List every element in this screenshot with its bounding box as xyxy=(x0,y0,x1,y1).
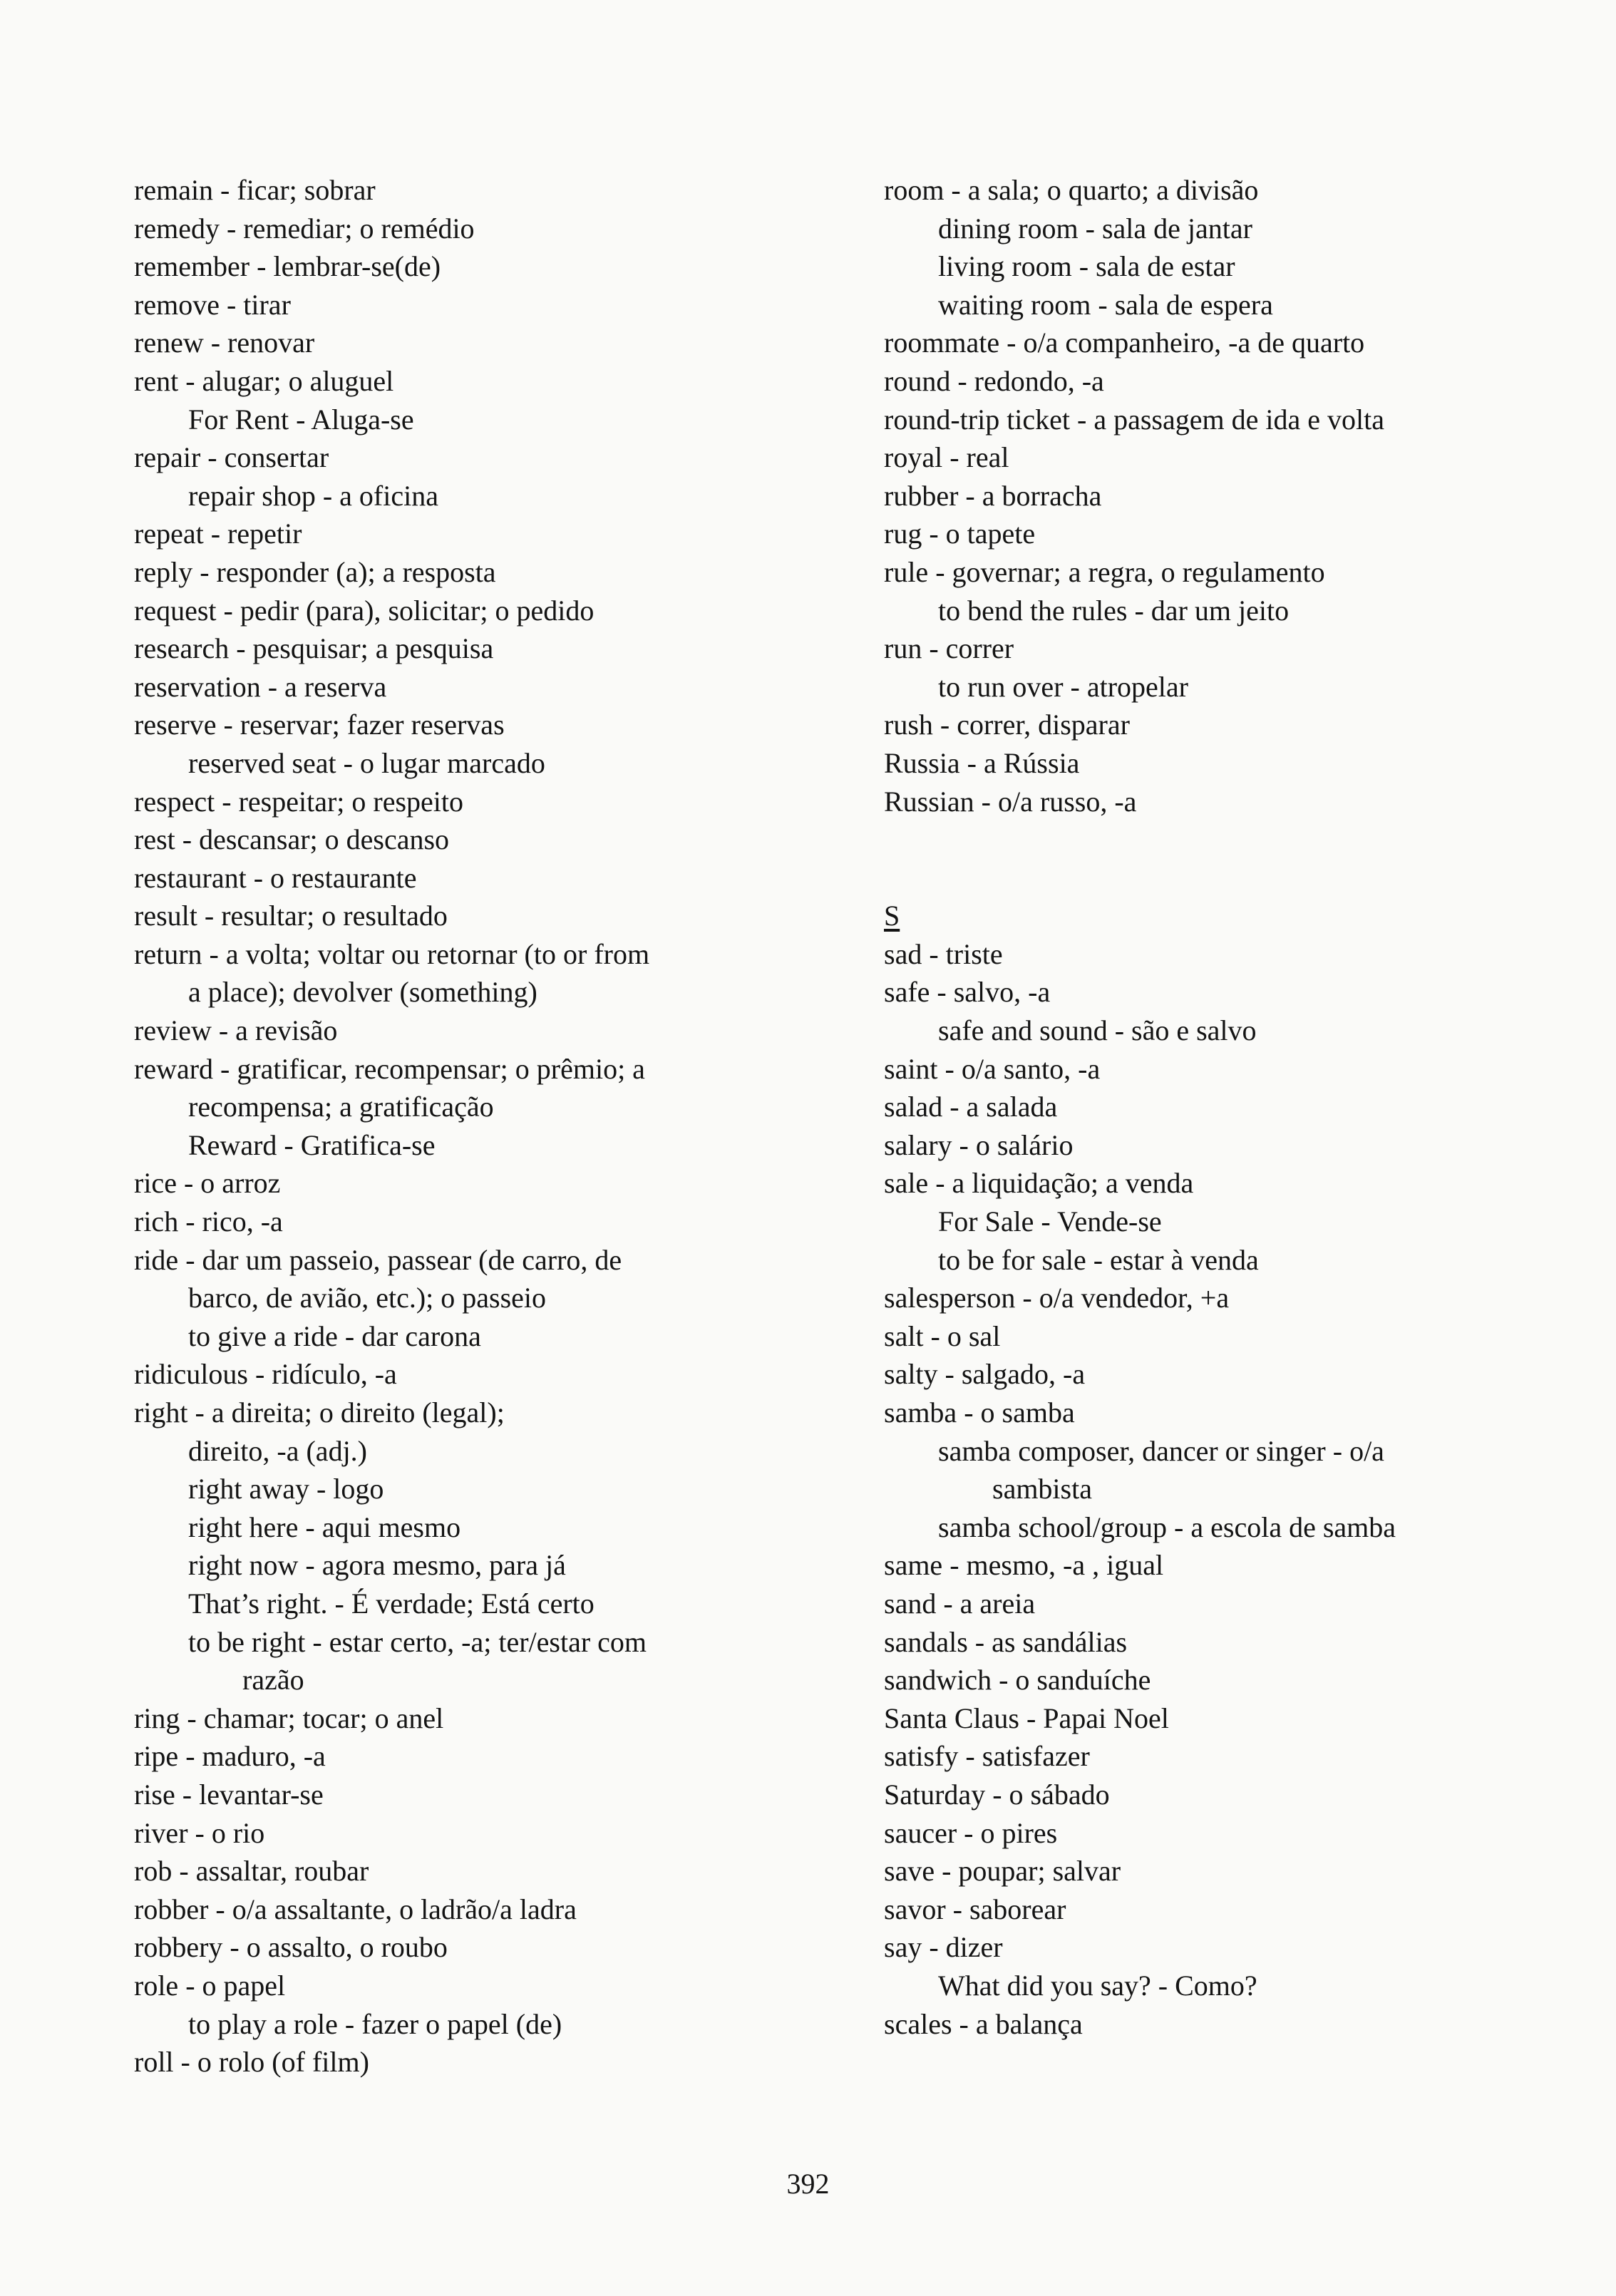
dictionary-entry: rule - governar; a regra, o regulamento xyxy=(884,555,1325,588)
dictionary-entry: research - pesquisar; a pesquisa xyxy=(134,632,494,665)
dictionary-entry: reservation - a reserva xyxy=(134,670,387,703)
sub-entry: recompensa; a gratificação xyxy=(188,1091,494,1123)
dictionary-entry: ring - chamar; tocar; o anel xyxy=(134,1702,444,1734)
sub-entry: waiting room - sala de espera xyxy=(938,288,1273,321)
dictionary-entry: savor - saborear xyxy=(884,1893,1066,1925)
sub-entry: to bend the rules - dar um jeito xyxy=(938,594,1290,627)
dictionary-entry: say - dizer xyxy=(884,1931,1003,1964)
sub-entry: samba school/group - a escola de samba xyxy=(938,1510,1396,1543)
sub-entry: to give a ride - dar carona xyxy=(188,1319,481,1352)
sub-entry: razão xyxy=(242,1664,304,1697)
sub-entry: direito, -a (adj.) xyxy=(188,1434,367,1467)
dictionary-entry: review - a revisão xyxy=(134,1014,338,1047)
dictionary-entry: renew - renovar xyxy=(134,326,315,359)
sub-entry: safe and sound - são e salvo xyxy=(938,1014,1257,1047)
dictionary-entry: rice - o arroz xyxy=(134,1167,281,1200)
dictionary-entry: repeat - repetir xyxy=(134,518,302,550)
dictionary-entry: round - redondo, -a xyxy=(884,364,1104,397)
dictionary-entry: sad - triste xyxy=(884,937,1003,970)
dictionary-entry xyxy=(884,820,1568,859)
dictionary-entry: remember - lembrar-se(de) xyxy=(134,250,441,283)
dictionary-entry: sandals - as sandálias xyxy=(884,1625,1128,1658)
dictionary-entry: rob - assaltar, roubar xyxy=(134,1855,369,1888)
dictionary-entry: remain - ficar; sobrar xyxy=(134,174,376,206)
sub-entry: to be right - estar certo, -a; ter/estar com xyxy=(188,1625,647,1658)
page-number: 392 xyxy=(786,2168,830,2200)
dictionary-entry: repair - consertar xyxy=(134,441,329,474)
right-column xyxy=(884,171,1568,2043)
dictionary-entry: rug - o tapete xyxy=(884,518,1036,550)
dictionary-entry: room - a sala; o quarto; a divisão xyxy=(884,174,1259,206)
sub-entry: For Sale - Vende-se xyxy=(938,1205,1162,1238)
dictionary-entry: sand - a areia xyxy=(884,1587,1036,1620)
section-heading: S xyxy=(884,900,900,932)
dictionary-entry: saucer - o pires xyxy=(884,1816,1058,1849)
dictionary-entry: round-trip ticket - a passagem de ida e volta xyxy=(884,403,1384,436)
sub-entry: living room - sala de estar xyxy=(938,250,1235,283)
dictionary-entry: salt - o sal xyxy=(884,1319,1001,1352)
dictionary-entry: return - a volta; voltar ou retornar (to or from xyxy=(134,937,650,970)
sub-entry: sambista xyxy=(992,1473,1092,1505)
sub-entry: a place); devolver (something) xyxy=(188,976,537,1009)
sub-entry: to run over - atropelar xyxy=(938,670,1188,703)
sub-entry: barco, de avião, etc.); o passeio xyxy=(188,1282,547,1314)
dictionary-entry: Russian - o/a russo, -a xyxy=(884,785,1137,818)
dictionary-entry: scales - a balança xyxy=(884,2007,1083,2040)
dictionary-entry: ridiculous - ridículo, -a xyxy=(134,1358,397,1391)
sub-entry: That’s right. - É verdade; Está certo xyxy=(188,1587,595,1620)
sub-entry: What did you say? - Como? xyxy=(938,1969,1257,2002)
dictionary-entry: Santa Claus - Papai Noel xyxy=(884,1702,1169,1734)
dictionary-entry: royal - real xyxy=(884,441,1009,474)
dictionary-entry: river - o rio xyxy=(134,1816,265,1849)
dictionary-entry: right - a direita; o direito (legal); xyxy=(134,1396,505,1428)
dictionary-entry: robbery - o assalto, o roubo xyxy=(134,1931,448,1964)
sub-entry: right now - agora mesmo, para já xyxy=(188,1549,566,1582)
dictionary-entry: remove - tirar xyxy=(134,288,291,321)
dictionary-entry: save - poupar; salvar xyxy=(884,1855,1121,1888)
dictionary-entry: rush - correr, disparar xyxy=(884,709,1130,741)
sub-entry: to be for sale - estar à venda xyxy=(938,1243,1259,1276)
dictionary-entry: ride - dar um passeio, passear (de carro, de xyxy=(134,1243,622,1276)
dictionary-entry: rubber - a borracha xyxy=(884,479,1102,512)
dictionary-entry: same - mesmo, -a , igual xyxy=(884,1549,1164,1582)
dictionary-entry: rise - levantar-se xyxy=(134,1778,324,1811)
sub-entry: reserved seat - o lugar marcado xyxy=(188,746,545,779)
dictionary-entry: sale - a liquidação; a venda xyxy=(884,1167,1194,1200)
dictionary-entry: rich - rico, -a xyxy=(134,1205,283,1238)
dictionary-entry: request - pedir (para), solicitar; o pedido xyxy=(134,594,595,627)
dictionary-entry: run - correr xyxy=(884,632,1014,665)
dictionary-entry: roommate - o/a companheiro, -a de quarto xyxy=(884,326,1365,359)
sub-entry: Reward - Gratifica-se xyxy=(188,1128,436,1161)
dictionary-entry: restaurant - o restaurante xyxy=(134,861,417,894)
dictionary-entry: reward - gratificar, recompensar; o prêmio; a xyxy=(134,1052,645,1085)
dictionary-entry: safe - salvo, -a xyxy=(884,976,1051,1009)
dictionary-entry: salty - salgado, -a xyxy=(884,1358,1086,1391)
dictionary-entry: saint - o/a santo, -a xyxy=(884,1052,1101,1085)
dictionary-entry: rest - descansar; o descanso xyxy=(134,823,450,856)
sub-entry: samba composer, dancer or singer - o/a xyxy=(938,1434,1384,1467)
sub-entry: repair shop - a oficina xyxy=(188,479,438,512)
sub-entry: For Rent - Aluga-se xyxy=(188,403,414,436)
sub-entry: right here - aqui mesmo xyxy=(188,1510,461,1543)
dictionary-entry: sandwich - o sanduíche xyxy=(884,1664,1151,1697)
dictionary-entry: robber - o/a assaltante, o ladrão/a ladra xyxy=(134,1893,577,1925)
dictionary-entry: result - resultar; o resultado xyxy=(134,900,448,932)
left-column xyxy=(134,171,854,2081)
dictionary-entry: rent - alugar; o aluguel xyxy=(134,364,394,397)
dictionary-entry: salary - o salário xyxy=(884,1128,1074,1161)
dictionary-entry: salad - a salada xyxy=(884,1091,1058,1123)
dictionary-entry: roll - o rolo (of film) xyxy=(134,2046,369,2079)
dictionary-entry: Russia - a Rússia xyxy=(884,746,1080,779)
sub-entry: right away - logo xyxy=(188,1473,384,1505)
dictionary-entry: reply - responder (a); a resposta xyxy=(134,555,496,588)
dictionary-entry: reserve - reservar; fazer reservas xyxy=(134,709,505,741)
dictionary-entry: satisfy - satisfazer xyxy=(884,1740,1090,1773)
dictionary-entry: remedy - remediar; o remédio xyxy=(134,212,475,244)
dictionary-entry: ripe - maduro, -a xyxy=(134,1740,326,1773)
dictionary-entry: respect - respeitar; o respeito xyxy=(134,785,464,818)
dictionary-entry xyxy=(884,859,1568,897)
dictionary-entry: salesperson - o/a vendedor, +a xyxy=(884,1282,1230,1314)
dictionary-entry: samba - o samba xyxy=(884,1396,1075,1428)
sub-entry: dining room - sala de jantar xyxy=(938,212,1252,244)
dictionary-entry: role - o papel xyxy=(134,1969,286,2002)
sub-entry: to play a role - fazer o papel (de) xyxy=(188,2007,562,2040)
dictionary-entry: Saturday - o sábado xyxy=(884,1778,1110,1811)
